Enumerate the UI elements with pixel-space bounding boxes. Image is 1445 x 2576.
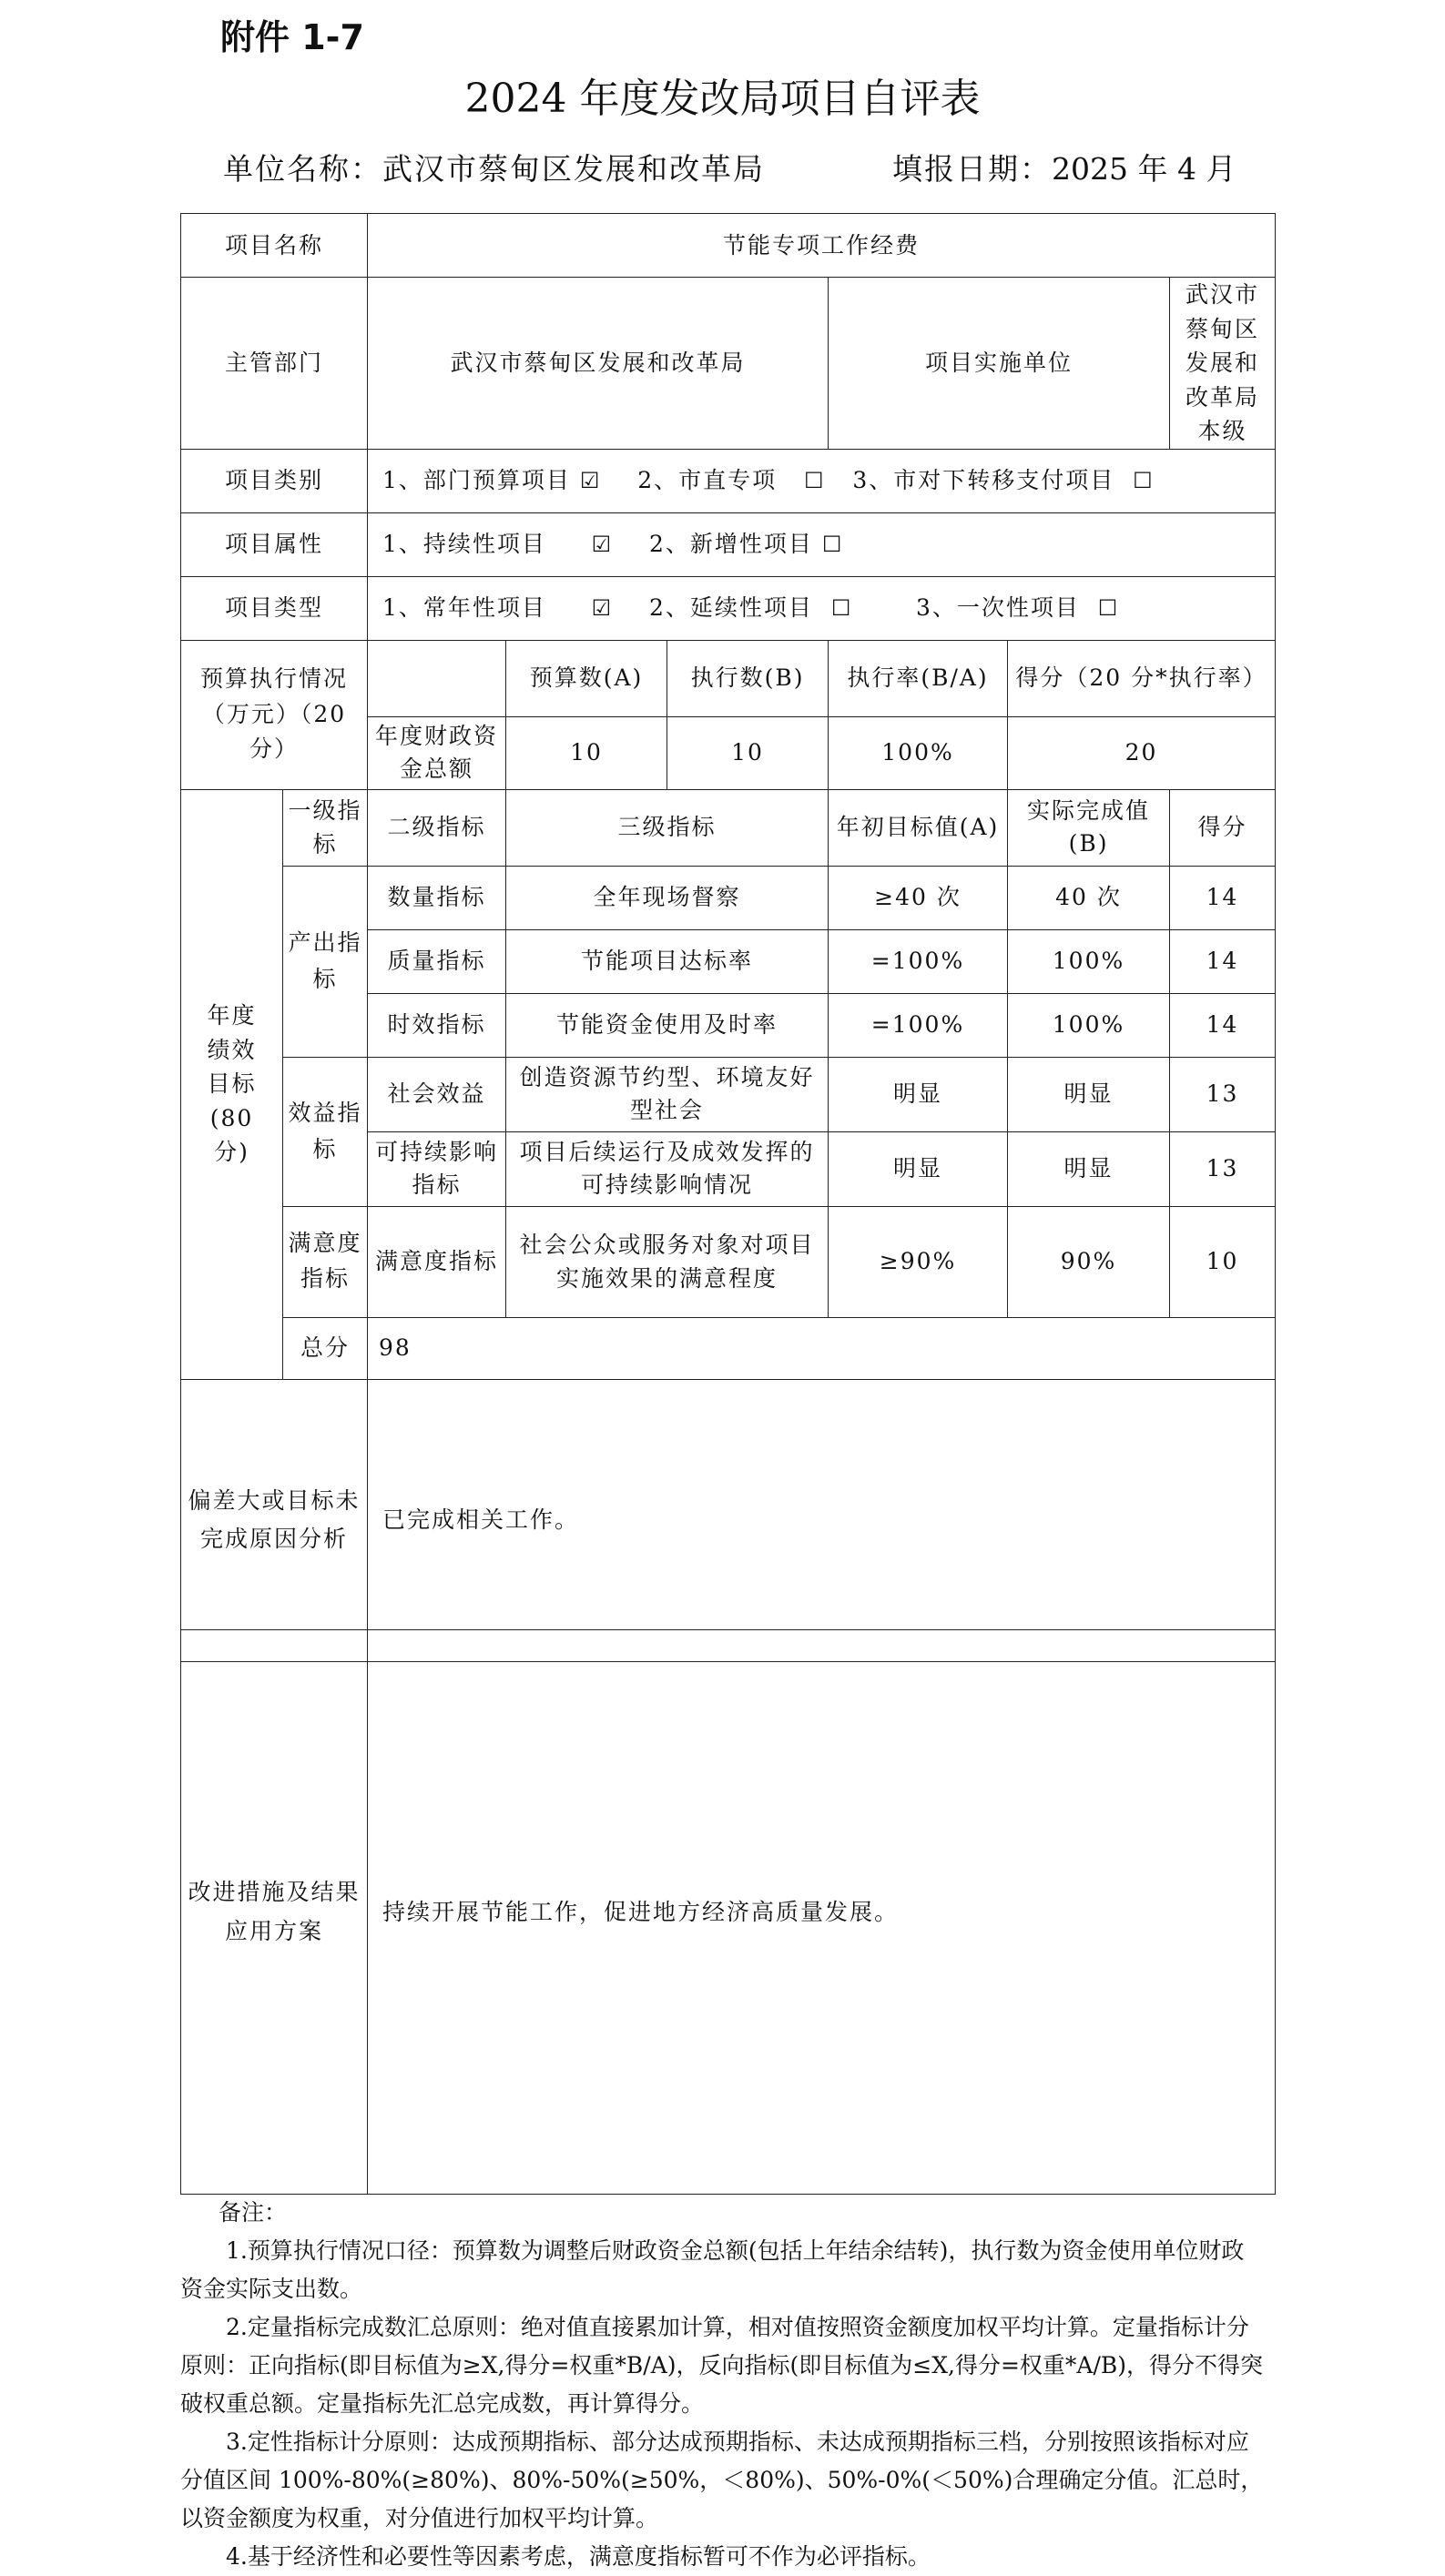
unit-line xyxy=(223,146,765,188)
type-option-3: 3、一次性项目 xyxy=(915,594,1080,621)
perf-l3: 项目后续运行及成效发挥的可持续影响情况 xyxy=(506,1131,829,1206)
perf-l3: 节能项目达标率 xyxy=(506,929,829,993)
perf-target: ≥90% xyxy=(829,1206,1008,1317)
notes xyxy=(180,2194,1264,2576)
deviation-value: 已完成相关工作。 xyxy=(368,1379,1276,1661)
perf-actual: 100% xyxy=(1008,993,1170,1057)
perf-l2: 社会效益 xyxy=(368,1057,506,1131)
perf-l2: 数量指标 xyxy=(368,866,506,929)
perf-actual: 40 次 xyxy=(1008,866,1170,929)
perf-section-label xyxy=(181,789,283,1379)
perf-score: 10 xyxy=(1170,1206,1276,1317)
checkbox-unchecked[interactable]: ☐ xyxy=(803,468,826,493)
perf-h-l1: 一级指标 xyxy=(283,789,368,866)
unit-name: 武汉市蔡甸区发展和改革局 xyxy=(382,151,765,187)
improvement-table xyxy=(180,1629,1276,2195)
perf-target: 明显 xyxy=(829,1057,1008,1131)
note-item: 1.预算执行情况口径：预算数为调整后财政资金总额(包括上年结余结转)，执行数为资金使用单位财政资金实际支出数。 xyxy=(180,2237,1245,2302)
unit-label: 单位名称： xyxy=(223,151,382,187)
perf-score: 13 xyxy=(1170,1131,1276,1206)
category-option-3: 3、市对下转移支付项目 xyxy=(852,467,1115,493)
budget-col-score: 得分（20 分*执行率） xyxy=(1008,640,1276,716)
improve-value: 持续开展节能工作，促进地方经济高质量发展。 xyxy=(368,1630,1276,2195)
perf-h-l3: 三级指标 xyxy=(506,789,829,866)
perf-score: 14 xyxy=(1170,993,1276,1057)
budget-col-a: 预算数(A) xyxy=(506,640,667,716)
checkbox-unchecked[interactable]: ☐ xyxy=(821,532,844,557)
perf-target: =100% xyxy=(829,993,1008,1057)
perf-target: =100% xyxy=(829,929,1008,993)
budget-col-rate: 执行率(B/A) xyxy=(829,640,1008,716)
checkbox-unchecked[interactable]: ☐ xyxy=(1097,595,1120,621)
perf-actual: 100% xyxy=(1008,929,1170,993)
impl-label: 项目实施单位 xyxy=(829,278,1170,450)
page-title: 2024 年度发改局项目自评表 xyxy=(464,76,981,122)
notes-head: 备注： xyxy=(219,2199,288,2226)
perf-l1: 满意度指标 xyxy=(283,1206,368,1317)
budget-label: 预算执行情况（万元）（20 分） xyxy=(181,640,368,789)
perf-h-score: 得分 xyxy=(1170,789,1276,866)
budget-a: 10 xyxy=(506,716,667,789)
perf-target: 明显 xyxy=(829,1131,1008,1206)
perf-l3: 节能资金使用及时率 xyxy=(506,993,829,1057)
perf-l1: 产出指标 xyxy=(283,866,368,1057)
perf-score: 13 xyxy=(1170,1057,1276,1131)
project-name-label: 项目名称 xyxy=(181,214,368,278)
category-options xyxy=(368,449,1276,512)
dept-label: 主管部门 xyxy=(181,278,368,450)
note-item: 2.定量指标完成数汇总原则：绝对值直接累加计算，相对值按照资金额度加权平均计算。定量指标计分原则：正向指标(即目标值为≥X,得分=权重*B/A)，反向指标(即目标值为≤X,得分=权重*A/B)，得分不得突破权重总额。定量指标先汇总完成数，再计算得分。 xyxy=(180,2314,1263,2417)
checkbox-checked[interactable]: ☑ xyxy=(591,532,614,557)
perf-l1: 效益指标 xyxy=(283,1057,368,1206)
perf-score: 14 xyxy=(1170,866,1276,929)
perf-target: ≥40 次 xyxy=(829,866,1008,929)
checkbox-unchecked[interactable]: ☐ xyxy=(1133,468,1155,493)
impl-value: 武汉市蔡甸区发展和改革局本级 xyxy=(1170,278,1276,450)
type-option-1: 1、常年性项目 xyxy=(382,594,546,621)
budget-rate: 100% xyxy=(829,716,1008,789)
date-line xyxy=(892,146,1236,188)
perf-l3: 社会公众或服务对象对项目实施效果的满意程度 xyxy=(506,1206,829,1317)
perf-l2: 质量指标 xyxy=(368,929,506,993)
improve-label: 改进措施及结果应用方案 xyxy=(181,1630,368,2195)
perf-l2: 可持续影响指标 xyxy=(368,1131,506,1206)
note-item: 3.定性指标计分原则：达成预期指标、部分达成预期指标、未达成预期指标三档，分别按照该指标对应分值区间 100%-80%(≥80%)、80%-50%(≥50%，＜80%)、50%-0%(＜50%)合理确定分值。汇总时，以资金额度为权重，对分值进行加权平均计算。 xyxy=(180,2429,1264,2531)
checkbox-checked[interactable]: ☑ xyxy=(579,468,602,493)
total-value: 98 xyxy=(368,1317,1276,1379)
annex-label: 附件 1-7 xyxy=(220,17,364,57)
perf-score: 14 xyxy=(1170,929,1276,993)
budget-b: 10 xyxy=(667,716,829,789)
type-options xyxy=(368,576,1276,640)
category-label: 项目类别 xyxy=(181,449,368,512)
evaluation-table xyxy=(180,213,1276,1662)
perf-h-actual: 实际完成值(B) xyxy=(1008,789,1170,866)
note-item: 4.基于经济性和必要性等因素考虑，满意度指标暂可不作为必评指标。 xyxy=(226,2543,931,2570)
perf-section-title: 年度绩效目标 xyxy=(207,1002,257,1098)
budget-score: 20 xyxy=(1008,716,1276,789)
perf-l2: 时效指标 xyxy=(368,993,506,1057)
attr-options xyxy=(368,512,1276,576)
category-option-2: 2、市直专项 xyxy=(637,467,778,493)
category-option-1: 1、部门预算项目 xyxy=(382,467,571,493)
attr-label: 项目属性 xyxy=(181,512,368,576)
project-name-value: 节能专项工作经费 xyxy=(368,214,1276,278)
perf-h-target: 年初目标值(A) xyxy=(829,789,1008,866)
checkbox-checked[interactable]: ☑ xyxy=(591,595,614,621)
perf-actual: 明显 xyxy=(1008,1131,1170,1206)
budget-row-label: 年度财政资金总额 xyxy=(368,716,506,789)
type-option-2: 2、延续性项目 xyxy=(648,594,813,621)
date-value: 2025 年 4 月 xyxy=(1052,151,1236,187)
total-label: 总分 xyxy=(283,1317,368,1379)
perf-actual: 明显 xyxy=(1008,1057,1170,1131)
attr-option-1: 1、持续性项目 xyxy=(382,531,546,557)
date-label: 填报日期： xyxy=(892,151,1052,187)
perf-actual: 90% xyxy=(1008,1206,1170,1317)
checkbox-unchecked[interactable]: ☐ xyxy=(830,595,853,621)
perf-l2: 满意度指标 xyxy=(368,1206,506,1317)
perf-h-l2: 二级指标 xyxy=(368,789,506,866)
perf-section-points: (80分) xyxy=(209,1104,254,1166)
deviation-label: 偏差大或目标未完成原因分析 xyxy=(181,1379,368,1661)
attr-option-2: 2、新增性项目 xyxy=(648,531,813,557)
type-label: 项目类型 xyxy=(181,576,368,640)
budget-blank-header xyxy=(368,640,506,716)
dept-value: 武汉市蔡甸区发展和改革局 xyxy=(368,278,829,450)
perf-l3: 全年现场督察 xyxy=(506,866,829,929)
budget-col-b: 执行数(B) xyxy=(667,640,829,716)
perf-l3: 创造资源节约型、环境友好型社会 xyxy=(506,1057,829,1131)
